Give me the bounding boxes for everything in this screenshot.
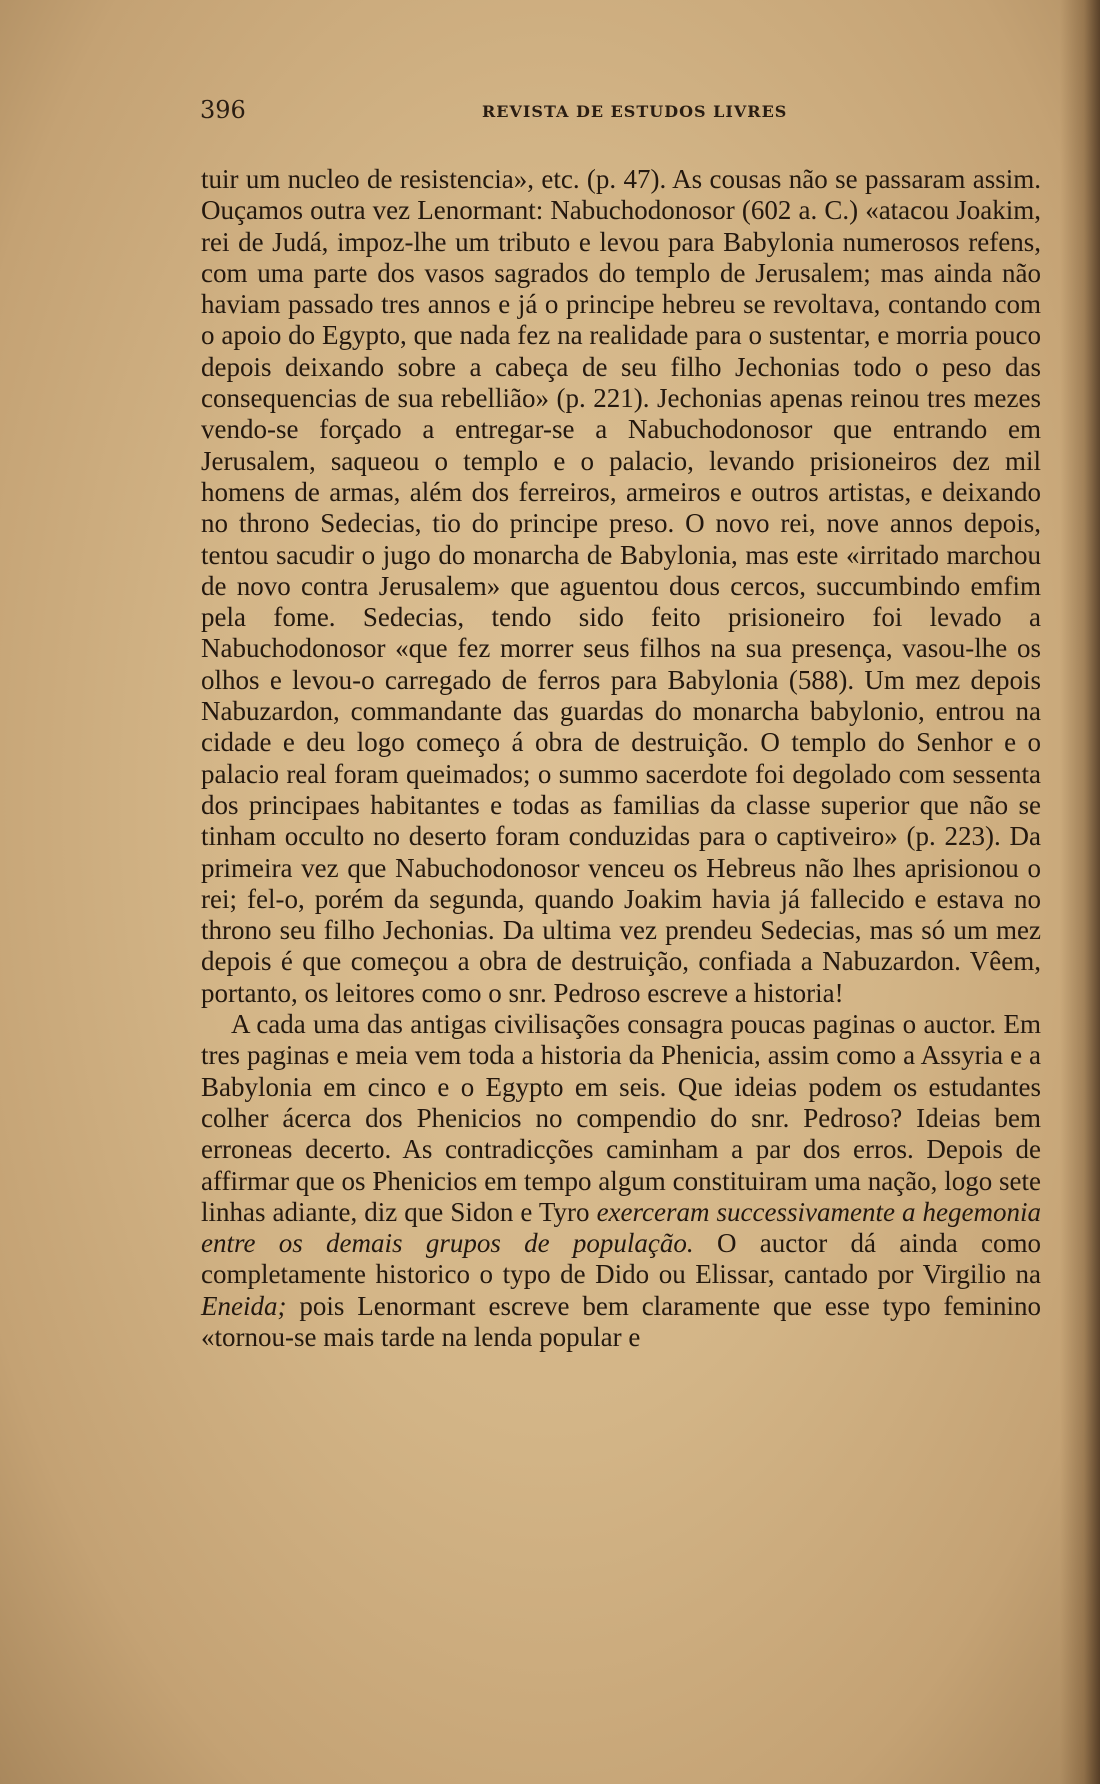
running-head bbox=[200, 96, 1040, 130]
paragraph-2-italic-b: Eneida; bbox=[201, 1290, 287, 1321]
paragraph-1: tuir um nucleo de resistencia», etc. (p. 47). As cousas não se passaram assim. Ouçamos outra vez Lenormant: Nabuchodonosor (602 a. C.) «atacou Joakim, rei de Judá, impoz-lhe um tributo e levou para Babylonia numerosos refens, com uma parte dos vasos sagrados do templo de Jerusalem; mas ainda não haviam passado tres annos e já o principe hebreu se revoltava, contando com o apoio do Egypto, que nada fez na realidade para o sustentar, e morria pouco depois deixando sobre a cabeça de seu filho Jechonias todo o peso das consequencias de sua rebellião» (p. 221). Jechonias apenas reinou tres mezes vendo-se forçado a entregar-se a Nabuchodonosor que entrando em Jerusalem, saqueou o templo e o palacio, levando prisioneiros dez mil homens de armas, além dos ferreiros, armeiros e outros artistas, e deixando no throno Sedecias, tio do principe preso. O novo rei, nove annos depois, tentou sacudir o jugo do monarcha de Babylonia, mas este «irritado marchou de novo contra Jerusalem» que aguentou dous cercos, succumbindo emfim pela fome. Sedecias, tendo sido feito prisioneiro foi levado a Nabuchodonosor «que fez morrer seus filhos na sua presença, vasou-lhe os olhos e levou-o carregado de ferros para Babylonia (588). Um mez depois Nabuzardon, commandante das guardas do monarcha babylonio, entrou na cidade e deu logo começo á obra de destruição. O templo do Senhor e o palacio real foram queimados; o summo sacerdote foi degolado com sessenta dos principaes habitantes e todas as familias da classe superior que não se tinham occulto no deserto foram conduzidas para o captiveiro» (p. 223). Da primeira vez que Nabuchodonosor venceu os Hebreus não lhes aprisionou o rei; fel-o, porém da segunda, quando Joakim havia já fallecido e estava no throno seu filho Jechonias. Da ultima vez prendeu Sedecias, mas só um mez depois é que começou a obra de destruição, confiada a Nabuzardon. Vêem, portanto, os leitores como o snr. Pedroso escreve a historia! bbox=[201, 164, 1041, 1008]
paragraph-2-text-b: O auctor dá ainda como completamente historico o typo de Dido ou Elissar, cantado por Virgilio na bbox=[201, 1228, 1042, 1290]
paragraph-2-text-a: A cada uma das antigas civilisações consagra poucas paginas o auctor. Em tres paginas e meia vem toda a historia da Phenicia, assim como a Assyria e a Babylonia em cinco e o Egypto em seis. Que ideias podem os estudantes colher ácerca dos Phenicios no compendio do snr. Pedroso? Ideias bem erroneas decerto. As contradicções caminham a par dos erros. Depois de affirmar que os Phenicios em tempo algum constituiram uma nação, logo sete linhas adiante, diz que Sidon e Tyro bbox=[201, 1009, 1041, 1227]
paragraph-2-italic-a: exerceram successivamente a hegemonia entre os demais grupos de população. bbox=[201, 1196, 1042, 1259]
body-text bbox=[201, 164, 1041, 1353]
paragraph-2 bbox=[201, 1009, 1041, 1353]
page-number: 396 bbox=[200, 96, 246, 124]
paragraph-2-text-c: pois Lenormant escreve bem claramente que esse typo feminino «tornou-se mais tarde na lenda popular e bbox=[201, 1290, 1042, 1352]
journal-title: REVISTA DE ESTUDOS LIVRES bbox=[482, 102, 788, 121]
